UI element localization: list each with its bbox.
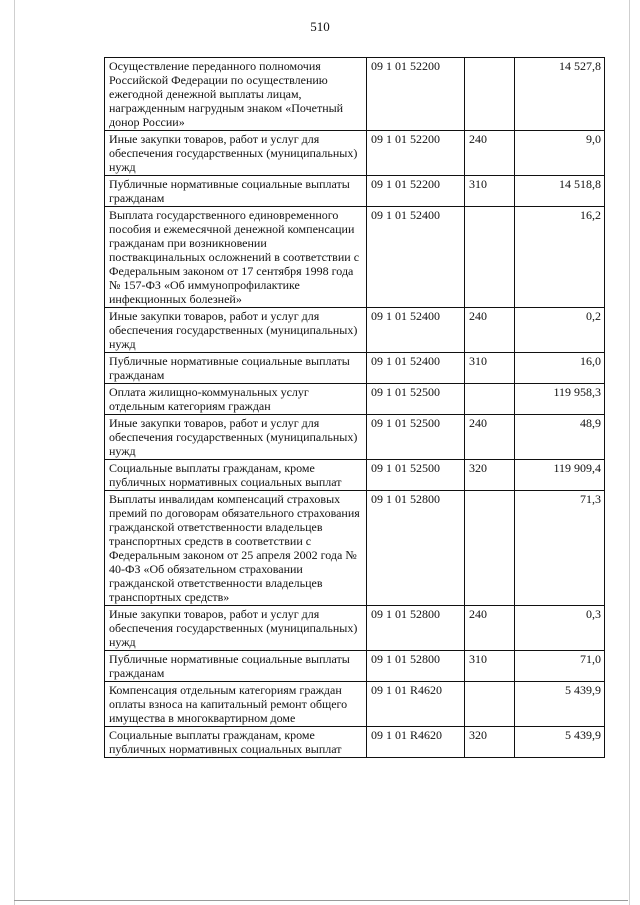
row-description: Выплата государственного единовременного пособия и ежемесячной денежной компенсации гражданам при возникновении поствакцинальных осложнений в соответствии с Федеральным законом от 17 сентября 1998 года № 157-ФЗ «Об иммунопрофилактике инфекционных болезней» bbox=[105, 207, 367, 308]
row-amount: 5 439,9 bbox=[515, 682, 605, 727]
row-amount: 71,0 bbox=[515, 651, 605, 682]
row-expense-type bbox=[465, 682, 515, 727]
row-expense-type: 310 bbox=[465, 651, 515, 682]
row-amount: 48,9 bbox=[515, 415, 605, 460]
row-expense-type bbox=[465, 384, 515, 415]
table-row bbox=[105, 207, 605, 308]
table-row bbox=[105, 491, 605, 606]
row-amount: 71,3 bbox=[515, 491, 605, 606]
row-code: 09 1 01 52500 bbox=[367, 384, 465, 415]
row-amount: 16,2 bbox=[515, 207, 605, 308]
table-row bbox=[105, 308, 605, 353]
row-code: 09 1 01 52400 bbox=[367, 308, 465, 353]
table-row bbox=[105, 58, 605, 131]
row-code: 09 1 01 52800 bbox=[367, 606, 465, 651]
row-amount: 0,3 bbox=[515, 606, 605, 651]
row-description: Иные закупки товаров, работ и услуг для обеспечения государственных (муниципальных) нужд bbox=[105, 415, 367, 460]
row-amount: 119 958,3 bbox=[515, 384, 605, 415]
row-amount: 9,0 bbox=[515, 131, 605, 176]
table-row bbox=[105, 606, 605, 651]
row-expense-type: 320 bbox=[465, 460, 515, 491]
row-amount: 0,2 bbox=[515, 308, 605, 353]
budget-table bbox=[104, 57, 605, 758]
row-amount: 5 439,9 bbox=[515, 727, 605, 758]
row-description: Иные закупки товаров, работ и услуг для обеспечения государственных (муниципальных) нужд bbox=[105, 606, 367, 651]
row-expense-type bbox=[465, 491, 515, 606]
row-description: Компенсация отдельным категориям граждан оплаты взноса на капитальный ремонт общего имущества в многоквартирном доме bbox=[105, 682, 367, 727]
table-row bbox=[105, 415, 605, 460]
table-row bbox=[105, 682, 605, 727]
row-code: 09 1 01 52400 bbox=[367, 353, 465, 384]
row-description: Публичные нормативные социальные выплаты гражданам bbox=[105, 651, 367, 682]
row-code: 09 1 01 R4620 bbox=[367, 682, 465, 727]
row-amount: 14 518,8 bbox=[515, 176, 605, 207]
row-description: Публичные нормативные социальные выплаты гражданам bbox=[105, 176, 367, 207]
row-code: 09 1 01 52500 bbox=[367, 415, 465, 460]
table-row bbox=[105, 651, 605, 682]
row-expense-type: 240 bbox=[465, 606, 515, 651]
row-code: 09 1 01 52200 bbox=[367, 176, 465, 207]
table-row bbox=[105, 353, 605, 384]
row-description: Социальные выплаты гражданам, кроме публичных нормативных социальных выплат bbox=[105, 460, 367, 491]
row-description: Социальные выплаты гражданам, кроме публичных нормативных социальных выплат bbox=[105, 727, 367, 758]
row-description: Иные закупки товаров, работ и услуг для обеспечения государственных (муниципальных) нужд bbox=[105, 308, 367, 353]
row-amount: 16,0 bbox=[515, 353, 605, 384]
row-description: Осуществление переданного полномочия Российской Федерации по осуществлению ежегодной денежной выплаты лицам, награжденным нагрудным знаком «Почетный донор России» bbox=[105, 58, 367, 131]
table-row bbox=[105, 176, 605, 207]
row-code: 09 1 01 52200 bbox=[367, 131, 465, 176]
row-description: Оплата жилищно-коммунальных услуг отдельным категориям граждан bbox=[105, 384, 367, 415]
row-code: 09 1 01 52400 bbox=[367, 207, 465, 308]
row-expense-type bbox=[465, 207, 515, 308]
row-description: Иные закупки товаров, работ и услуг для обеспечения государственных (муниципальных) нужд bbox=[105, 131, 367, 176]
row-expense-type: 240 bbox=[465, 415, 515, 460]
row-description: Выплаты инвалидам компенсаций страховых премий по договорам обязательного страхования гражданской ответственности владельцев транспортных средств в соответствии с Федеральным законом от 25 апреля 2002 года № 40-ФЗ «Об обязательном страховании гражданской ответственности владельцев транспортных средств» bbox=[105, 491, 367, 606]
table-row bbox=[105, 460, 605, 491]
bottom-rule bbox=[14, 900, 628, 901]
row-expense-type: 240 bbox=[465, 131, 515, 176]
row-description: Публичные нормативные социальные выплаты гражданам bbox=[105, 353, 367, 384]
row-code: 09 1 01 R4620 bbox=[367, 727, 465, 758]
row-expense-type bbox=[465, 58, 515, 131]
table-row bbox=[105, 384, 605, 415]
row-amount: 119 909,4 bbox=[515, 460, 605, 491]
row-expense-type: 310 bbox=[465, 353, 515, 384]
row-expense-type: 240 bbox=[465, 308, 515, 353]
row-code: 09 1 01 52500 bbox=[367, 460, 465, 491]
row-code: 09 1 01 52800 bbox=[367, 491, 465, 606]
row-code: 09 1 01 52200 bbox=[367, 58, 465, 131]
row-amount: 14 527,8 bbox=[515, 58, 605, 131]
row-code: 09 1 01 52800 bbox=[367, 651, 465, 682]
table-row bbox=[105, 131, 605, 176]
row-expense-type: 320 bbox=[465, 727, 515, 758]
page-number: 510 bbox=[310, 19, 330, 34]
row-expense-type: 310 bbox=[465, 176, 515, 207]
table-row bbox=[105, 727, 605, 758]
